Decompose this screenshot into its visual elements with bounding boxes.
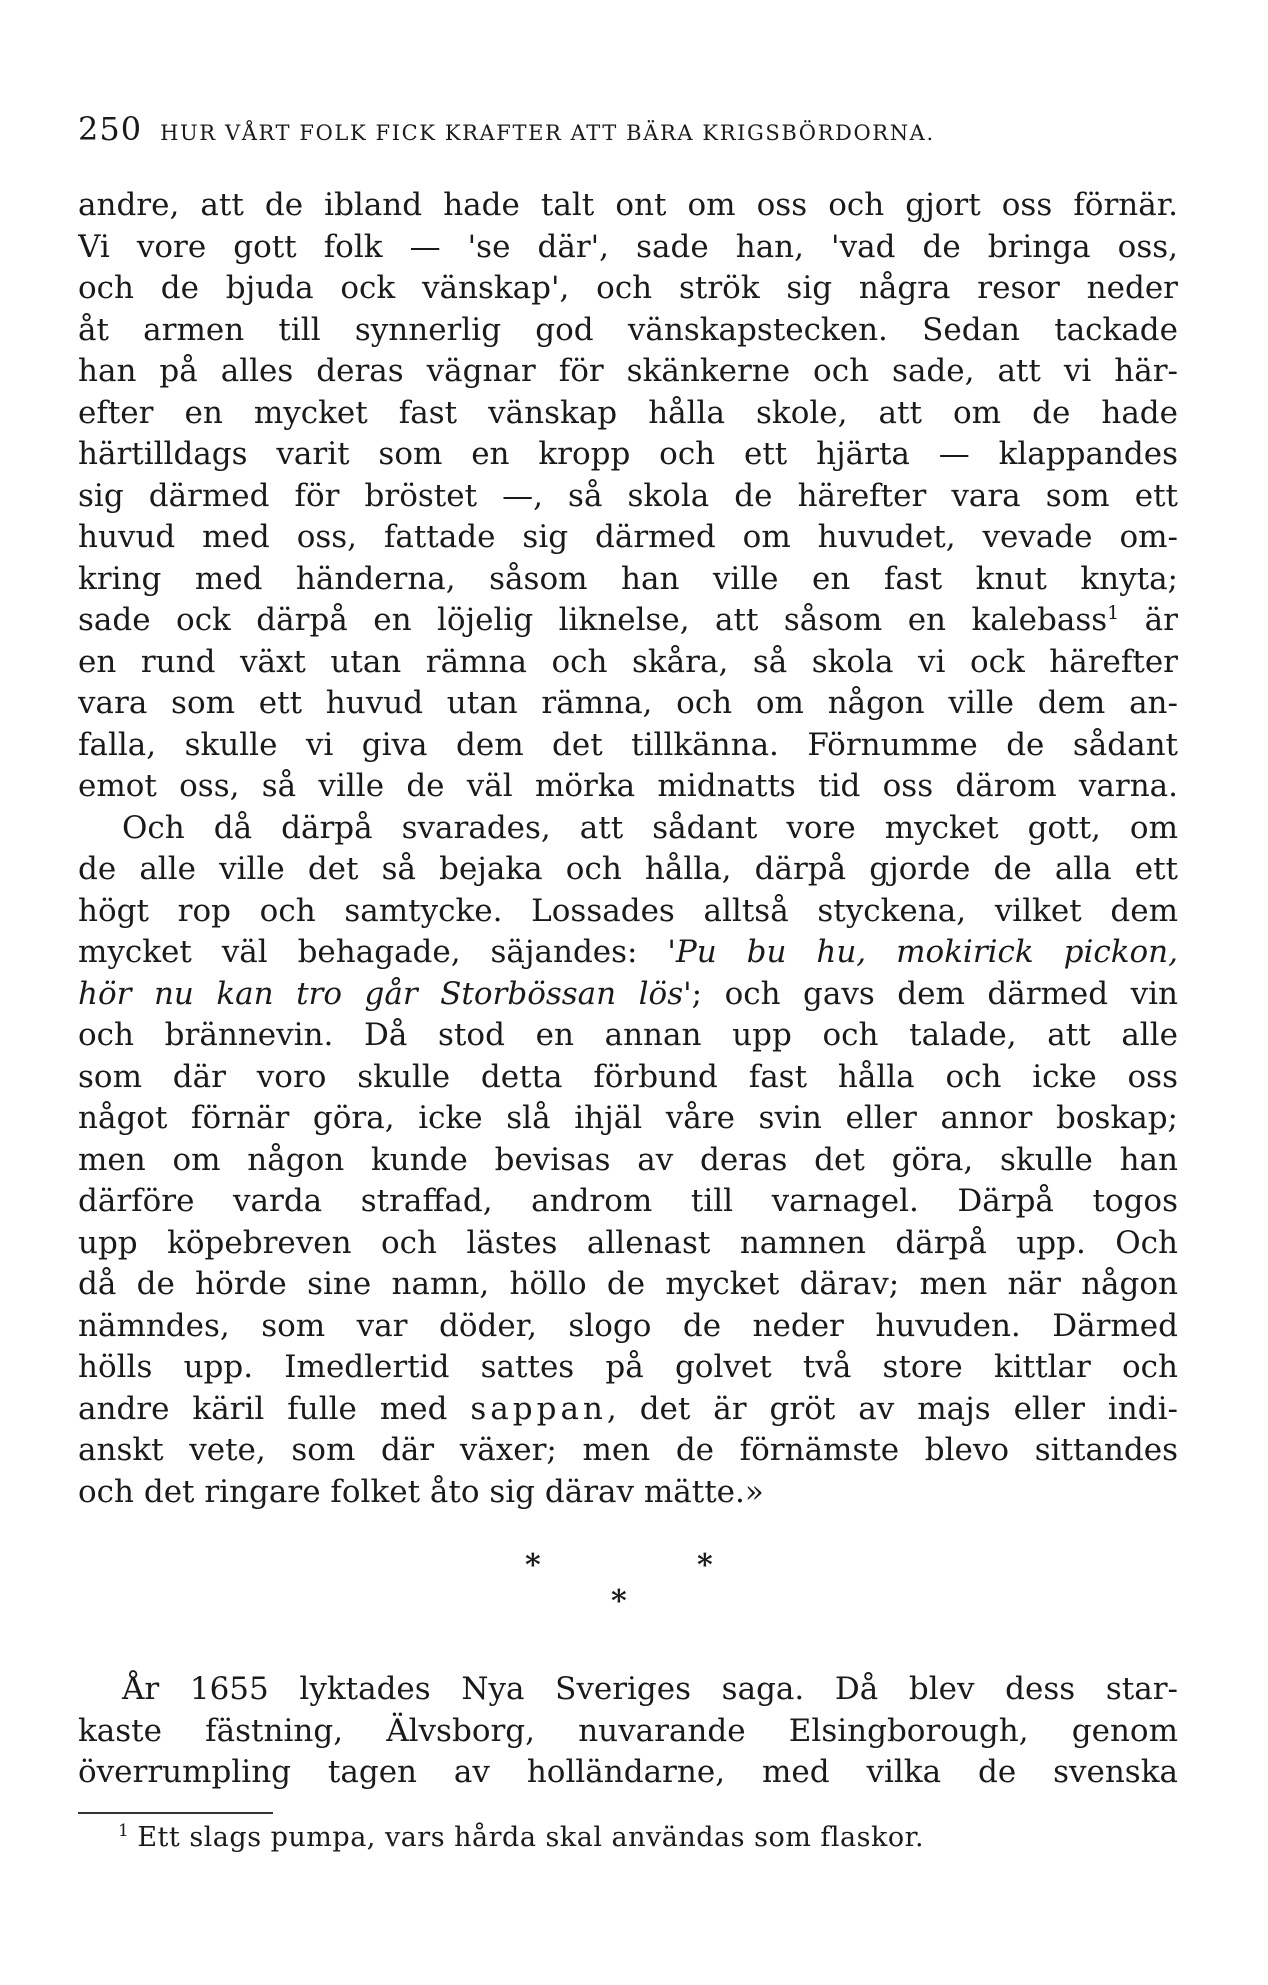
text-line: han på alles deras vägnar för skänkerne och sade, att vi här- <box>78 353 1178 389</box>
text-line: men om någon kunde bevisas av deras det göra, skulle han <box>78 1141 1178 1178</box>
text-line: hölls upp. Imedlertid sattes på golvet två store kittlar och <box>78 1349 1178 1385</box>
section-break-asterism <box>490 1548 730 1638</box>
text-line: då de hörde sine namn, höllo de mycket därav; men när någon <box>78 1266 1178 1302</box>
asterisk: * <box>525 1548 541 1583</box>
text-line: och det ringare folket åto sig därav mätte.» <box>78 1473 764 1510</box>
text-segment: mycket väl behagade, säjandes: <box>78 934 668 970</box>
text-line: År 1655 lyktades Nya Sveriges saga. Då blev dess star- <box>122 1671 1178 1707</box>
text-line: andre, att de ibland hade talt ont om oss och gjort oss förnär. <box>78 187 1178 223</box>
text-line: emot oss, så ville de väl mörka midnatts tid oss därom varna. <box>78 768 1178 804</box>
footnote <box>118 1822 1118 1853</box>
footnote-reference: 1 <box>1107 602 1120 624</box>
text-line: härtilldags varit som en kropp och ett hjärta — klappandes <box>78 436 1178 472</box>
footnote-text: Ett slags pumpa, vars hårda skal användas som flaskor. <box>137 1822 925 1853</box>
text-segment: , det är gröt av majs eller indi- <box>606 1390 1178 1427</box>
text-line: nämndes, som var döder, slogo de neder huvuden. Därmed <box>78 1307 1178 1344</box>
text-segment: är <box>1119 602 1178 638</box>
asterisk: * <box>697 1548 713 1583</box>
text-line: upp köpebreven och lästes allenast namnen därpå upp. Och <box>78 1224 1178 1261</box>
text-line: anskt vete, som där växer; men de förnämste blevo sittandes <box>78 1432 1178 1468</box>
text-line: falla, skulle vi giva dem det tillkänna. Förnumme de sådant <box>78 726 1178 763</box>
text-line: efter en mycket fast vänskap hålla skole, att om de hade <box>78 394 1178 431</box>
text-line: huvud med oss, fattade sig därmed om huvudet, vevade om- <box>78 519 1178 555</box>
text-line: överrumpling tagen av holländarne, med vilka de svenska <box>78 1754 1178 1790</box>
text-line <box>78 974 1178 1016</box>
text-line: åt armen till synnerlig god vänskapstecken. Sedan tackade <box>78 311 1178 348</box>
footnote-marker: 1 <box>118 1821 130 1841</box>
text-line: något förnär göra, icke slå ihjäl våre svin eller annor boskap; <box>78 1100 1178 1136</box>
text-line: högt rop och samtycke. Lossades alltså styckena, vilket dem <box>78 892 1178 929</box>
body-text <box>78 185 1178 1513</box>
text-line: Vi vore gott folk — 'se där', sade han, 'vad de bringa oss, <box>78 228 1178 265</box>
text-line: kring med händerna, såsom han ville en fast knut knyta; <box>78 560 1178 597</box>
text-segment: ; och gavs dem därmed vin <box>691 975 1178 1012</box>
italic-quote: hör nu kan tro går Storbössan lös' <box>78 975 692 1012</box>
text-line: och brännevin. Då stod en annan upp och talade, att alle <box>78 1017 1178 1053</box>
text-line: Och då därpå svarades, att sådant vore mycket gott, om <box>122 809 1178 846</box>
text-line: kaste fästning, Älvsborg, nuvarande Elsingborough, genom <box>78 1712 1178 1749</box>
text-line: som där voro skulle detta förbund fast hålla och icke oss <box>78 1058 1178 1095</box>
text-segment: sade ock därpå en löjelig liknelse, att såsom en kalebass <box>78 602 1108 638</box>
text-line <box>78 932 1178 974</box>
text-line: de alle ville det så bejaka och hålla, därpå gjorde de alla ett <box>78 851 1178 887</box>
text-line: en rund växt utan rämna och skåra, så skola vi ock härefter <box>78 643 1178 680</box>
running-head: HUR VÅRT FOLK FICK KRAFTER ATT BÄRA KRIGSBÖRDORNA. <box>160 121 935 145</box>
text-line: därföre varda straffad, androm till varnagel. Därpå togos <box>78 1183 1178 1219</box>
section-text <box>78 1669 1178 1794</box>
text-line: sig därmed för bröstet —, så skola de härefter vara som ett <box>78 477 1178 514</box>
text-line: vara som ett huvud utan rämna, och om någon ville dem an- <box>78 685 1178 721</box>
text-line <box>78 1389 1178 1431</box>
asterisk: * <box>611 1584 627 1619</box>
text-line <box>78 600 1178 642</box>
text-segment: andre käril fulle med <box>78 1390 471 1427</box>
page-header <box>78 110 1178 154</box>
italic-quote: 'Pu bu hu, mokirick pickon, <box>667 934 1178 970</box>
text-line: och de bjuda ock vänskap', och strök sig några resor neder <box>78 270 1178 306</box>
page-number: 250 <box>78 110 143 148</box>
spaced-word: sappan <box>470 1390 607 1427</box>
footnote-divider <box>78 1812 273 1814</box>
